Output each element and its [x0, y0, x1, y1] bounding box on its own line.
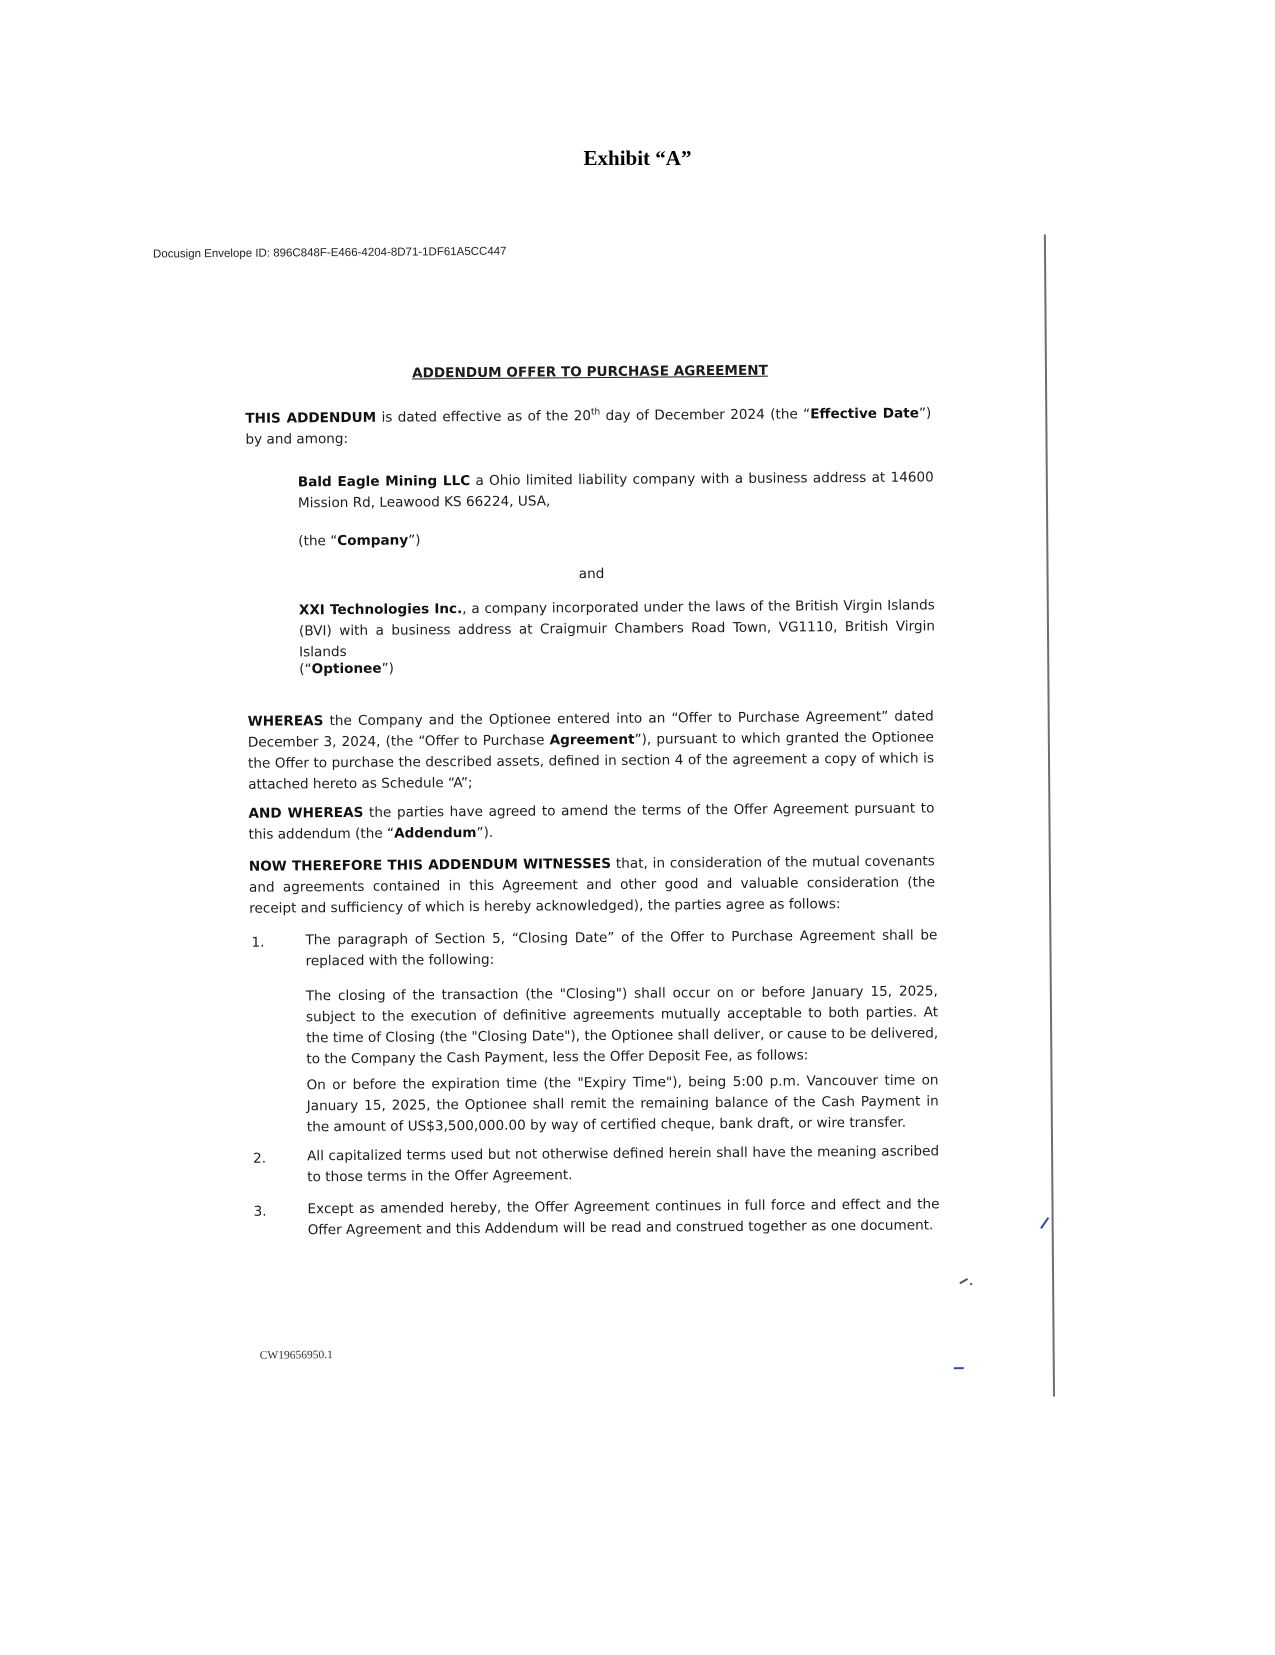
optionee-label-post: ”): [381, 660, 394, 677]
optionee-term: Optionee: [311, 660, 382, 678]
effective-date-term: Effective Date: [810, 405, 920, 423]
company-label-post: ”): [408, 532, 421, 549]
optionee-label-pre: (“: [299, 661, 312, 678]
expiry-paragraph: On or before the expiration time (the "Expiry Time"), being 5:00 p.m. Vancouver time on January 15, 2025, the Optionee shall remit the remaining balance of the Cash Payment in the amount of US$3,500,000.00 by way of certified cheque, bank draft, or wire transfer.: [306, 1072, 939, 1136]
item-number-2: 2.: [253, 1150, 267, 1167]
company-label-pre: (the “: [298, 533, 338, 550]
now-therefore-text: that, in consideration of the mutual covenants and agreements contained in this Agreement and other good and valuable consideration (the receipt and sufficiency of which is hereby acknowledged), the parties agree as follows:: [248, 853, 936, 917]
addendum-term: Addendum: [393, 824, 477, 842]
item-number-3: 3.: [253, 1203, 267, 1220]
company-name: Bald Eagle Mining LLC: [297, 473, 471, 491]
and-whereas-lead: AND WHEREAS: [248, 804, 364, 822]
now-therefore-paragraph: [249, 851, 935, 919]
and-separator: and: [578, 565, 605, 583]
company-desc: a Ohio limited liability company with a business address at 14600 Mission Rd, Leawood KS 66224, USA,: [297, 469, 934, 512]
company-party: [298, 467, 934, 514]
and-whereas-paragraph: [248, 798, 934, 845]
agreement-term: Agreement: [549, 731, 635, 749]
whereas-lead: WHEREAS: [247, 713, 324, 730]
optionee-label: [299, 654, 935, 680]
intro-lead: THIS ADDENDUM: [245, 409, 377, 427]
company-label: [298, 526, 934, 552]
intro-text-3: ”) by and among:: [245, 405, 932, 448]
whereas-text-1: the Company and the Optionee entered into an “Offer to Purchase Agreement” dated December 3, 2024, (the “Offer to Purchase: [247, 708, 934, 751]
now-therefore-lead: NOW THEREFORE THIS ADDENDUM WITNESSES: [248, 855, 612, 875]
and-whereas-text-1: the parties have agreed to amend the terms of the Offer Agreement pursuant to this addendum (the “: [248, 800, 935, 843]
intro-text-1: is dated effective as of the 20: [376, 408, 592, 426]
pen-mark: [1040, 1217, 1049, 1229]
pen-mark: [954, 1367, 964, 1369]
pen-mark: [959, 1278, 968, 1284]
document-id: CW19656950.1: [259, 1349, 333, 1362]
item-number-1: 1.: [251, 934, 265, 951]
intro-paragraph: [245, 403, 931, 450]
intro-text-2: day of December 2024 (the “: [600, 406, 811, 424]
docusign-envelope-id: Docusign Envelope ID: 896C848F-E466-4204-8D71-1DF61A5CC447: [152, 245, 507, 261]
intro-sup: th: [590, 407, 601, 418]
item-text-1: The paragraph of Section 5, “Closing Date” of the Offer to Purchase Agreement shall be replaced with the following:: [305, 927, 938, 970]
whereas-paragraph: [248, 706, 935, 795]
closing-paragraph: The closing of the transaction (the "Closing") shall occur on or before January 15, 2025, subject to the execution of definitive agreements mutually acceptable to both parties. At the time of Closing (the "Closing Date"), the Optionee shall deliver, or cause to be delivered, to the Company the Cash Payment, less the Offer Deposit Fee, as follows:: [305, 983, 939, 1068]
pen-mark: [970, 1283, 972, 1285]
and-whereas-text-2: ”).: [476, 824, 494, 841]
optionee-name: XXI Technologies Inc.: [298, 601, 463, 619]
optionee-desc: , a company incorporated under the laws of the British Virgin Islands (BVI) with a business address at Craigmuir Chambers Road Town, VG1110, British Virgin Islands: [298, 597, 936, 661]
item-text-2: All capitalized terms used but not otherwise defined herein shall have the meaning ascribed to those terms in the Offer Agreement.: [307, 1143, 940, 1186]
optionee-party: [299, 595, 935, 663]
exhibit-title: Exhibit “A”: [583, 146, 692, 170]
whereas-text-2: ”), pursuant to which granted the Optionee the Offer to purchase the described assets, defined in section 4 of the agreement a copy of which is attached hereto as Schedule “A”;: [247, 729, 935, 793]
item-text-3: Except as amended hereby, the Offer Agreement continues in full force and effect and the Offer Agreement and this Addendum will be read and construed together as one document.: [307, 1196, 940, 1239]
addendum-heading: ADDENDUM OFFER TO PURCHASE AGREEMENT: [411, 362, 768, 382]
company-term: Company: [337, 532, 409, 550]
